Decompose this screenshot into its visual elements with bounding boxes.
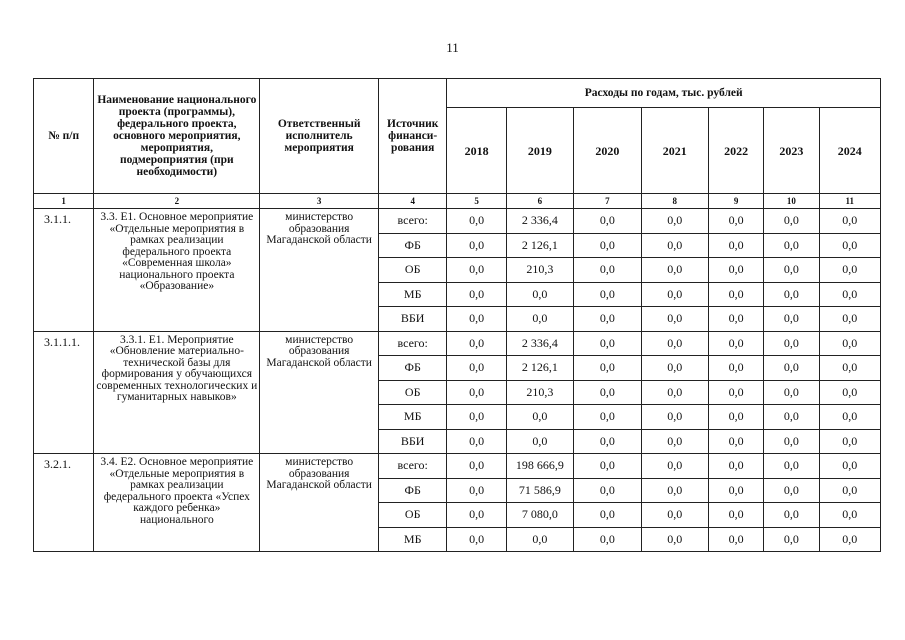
expense-value: 0,0 [708,478,763,503]
expense-value: 0,0 [764,478,819,503]
expense-value: 0,0 [819,454,880,479]
expense-value: 0,0 [764,331,819,356]
expense-value: 0,0 [447,503,506,528]
expense-value: 2 336,4 [506,209,573,234]
expense-value: 0,0 [708,282,763,307]
column-index: 4 [379,194,447,209]
expense-value: 0,0 [819,307,880,332]
expense-value: 0,0 [447,209,506,234]
event-name: 3.3. Е1. Основное мероприятие «Отдельные мероприятия в рамках реализации федерального проекта «Современная школа» национального проекта «Образование» [94,209,260,332]
expense-value: 0,0 [574,282,641,307]
expense-value: 0,0 [641,307,708,332]
column-index: 7 [574,194,641,209]
expense-value: 0,0 [574,454,641,479]
expense-value: 0,0 [708,331,763,356]
column-index: 8 [641,194,708,209]
expense-value: 0,0 [819,233,880,258]
expense-value: 0,0 [764,527,819,552]
expense-value: 210,3 [506,258,573,283]
row-number: 3.1.1.1. [34,331,94,454]
expense-value: 0,0 [641,405,708,430]
expense-value: 0,0 [819,282,880,307]
expense-value: 0,0 [819,258,880,283]
expense-value: 0,0 [764,405,819,430]
header-row-top [34,79,881,108]
column-index-row [34,194,881,209]
expense-value: 0,0 [641,503,708,528]
expense-value: 0,0 [641,527,708,552]
funding-source: ОБ [379,503,447,528]
header-name: Наименование национального проекта (программы), федерального проекта, основного мероприятия, мероприятия, подмероприятия (при необходимости) [94,79,260,194]
expense-value: 0,0 [574,258,641,283]
expense-value: 0,0 [708,527,763,552]
funding-source: МБ [379,405,447,430]
expense-value: 0,0 [447,258,506,283]
budget-table [33,78,881,552]
expense-value: 0,0 [764,503,819,528]
table-row [34,331,881,356]
row-number: 3.1.1. [34,209,94,332]
expense-value: 0,0 [574,356,641,381]
expense-value: 0,0 [708,209,763,234]
column-index: 2 [94,194,260,209]
column-index: 3 [260,194,379,209]
expense-value: 0,0 [764,258,819,283]
expense-value: 0,0 [708,258,763,283]
responsible-executor: министерство образования Магаданской области [260,454,379,552]
expense-value: 2 336,4 [506,331,573,356]
page-number: 11 [446,40,459,55]
expense-value: 0,0 [574,527,641,552]
header-year: 2022 [708,108,763,194]
expense-value: 0,0 [819,356,880,381]
expense-value: 0,0 [506,429,573,454]
expense-value: 0,0 [708,233,763,258]
expense-value: 0,0 [447,405,506,430]
expense-value: 0,0 [708,429,763,454]
funding-source: ОБ [379,380,447,405]
expense-value: 2 126,1 [506,356,573,381]
expense-value: 0,0 [764,380,819,405]
expense-value: 0,0 [764,209,819,234]
expense-value: 0,0 [641,233,708,258]
expense-value: 0,0 [764,454,819,479]
header-year: 2023 [764,108,819,194]
expense-value: 7 080,0 [506,503,573,528]
table-body [34,209,881,552]
expense-value: 0,0 [764,356,819,381]
expense-value: 0,0 [447,233,506,258]
expense-value: 0,0 [764,307,819,332]
column-index: 11 [819,194,880,209]
expense-value: 0,0 [641,258,708,283]
responsible-executor: министерство образования Магаданской области [260,209,379,332]
header-executor: Ответственный исполнитель мероприятия [260,79,379,194]
expense-value: 0,0 [764,429,819,454]
expense-value: 0,0 [447,282,506,307]
expense-value: 0,0 [447,356,506,381]
header-year: 2021 [641,108,708,194]
expense-value: 0,0 [447,478,506,503]
expense-value: 0,0 [708,307,763,332]
expense-value: 0,0 [447,429,506,454]
funding-source: ОБ [379,258,447,283]
header-year: 2020 [574,108,641,194]
expense-value: 0,0 [447,454,506,479]
funding-source: ФБ [379,478,447,503]
column-index: 9 [708,194,763,209]
expense-value: 0,0 [641,454,708,479]
expense-value: 0,0 [641,209,708,234]
expense-value: 0,0 [641,429,708,454]
column-index: 10 [764,194,819,209]
expense-value: 210,3 [506,380,573,405]
column-index: 5 [447,194,506,209]
expense-value: 0,0 [819,503,880,528]
expense-value: 0,0 [574,233,641,258]
expense-value: 0,0 [708,380,763,405]
expense-value: 198 666,9 [506,454,573,479]
header-year: 2024 [819,108,880,194]
expense-value: 0,0 [708,503,763,528]
expense-value: 0,0 [447,331,506,356]
expense-value: 0,0 [819,380,880,405]
expense-value: 0,0 [764,282,819,307]
header-year: 2019 [506,108,573,194]
funding-source: ФБ [379,356,447,381]
expense-value: 0,0 [574,209,641,234]
expense-value: 0,0 [506,307,573,332]
expense-value: 0,0 [574,503,641,528]
expense-value: 0,0 [641,331,708,356]
funding-source: ВБИ [379,429,447,454]
expense-value: 0,0 [447,307,506,332]
header-num: № п/п [34,79,94,194]
funding-source: всего: [379,454,447,479]
expense-value: 0,0 [574,429,641,454]
expense-value: 0,0 [764,233,819,258]
expense-value: 0,0 [819,209,880,234]
funding-source: ФБ [379,233,447,258]
expense-value: 0,0 [506,527,573,552]
header-expenses: Расходы по годам, тыс. рублей [447,79,881,108]
expense-value: 0,0 [574,331,641,356]
table-row [34,454,881,479]
expense-value: 0,0 [708,454,763,479]
funding-source: МБ [379,282,447,307]
expense-value: 2 126,1 [506,233,573,258]
expense-value: 0,0 [819,405,880,430]
header-year: 2018 [447,108,506,194]
funding-source: всего: [379,209,447,234]
expense-value: 0,0 [574,380,641,405]
expense-value: 0,0 [641,282,708,307]
header-source: Источник финанси-рования [379,79,447,194]
expense-value: 0,0 [574,405,641,430]
row-number: 3.2.1. [34,454,94,552]
expense-value: 0,0 [506,405,573,430]
funding-source: МБ [379,527,447,552]
column-index: 6 [506,194,573,209]
responsible-executor: министерство образования Магаданской области [260,331,379,454]
expense-value: 0,0 [447,380,506,405]
expense-value: 0,0 [819,527,880,552]
expense-value: 0,0 [819,429,880,454]
expense-value: 0,0 [708,405,763,430]
expense-value: 0,0 [447,527,506,552]
expense-value: 0,0 [641,380,708,405]
column-index: 1 [34,194,94,209]
event-name: 3.3.1. Е1. Мероприятие «Обновление материально-технической базы для формирования у обучающихся современных технологических и гуманитарных навыков» [94,331,260,454]
expense-value: 0,0 [708,356,763,381]
expense-value: 71 586,9 [506,478,573,503]
expense-value: 0,0 [506,282,573,307]
expense-value: 0,0 [819,478,880,503]
table-row [34,209,881,234]
expense-value: 0,0 [641,356,708,381]
funding-source: всего: [379,331,447,356]
funding-source: ВБИ [379,307,447,332]
expense-value: 0,0 [641,478,708,503]
expense-value: 0,0 [574,478,641,503]
expense-value: 0,0 [819,331,880,356]
event-name: 3.4. Е2. Основное мероприятие «Отдельные мероприятия в рамках реализации федерального проекта «Успех каждого ребенка» национального [94,454,260,552]
expense-value: 0,0 [574,307,641,332]
